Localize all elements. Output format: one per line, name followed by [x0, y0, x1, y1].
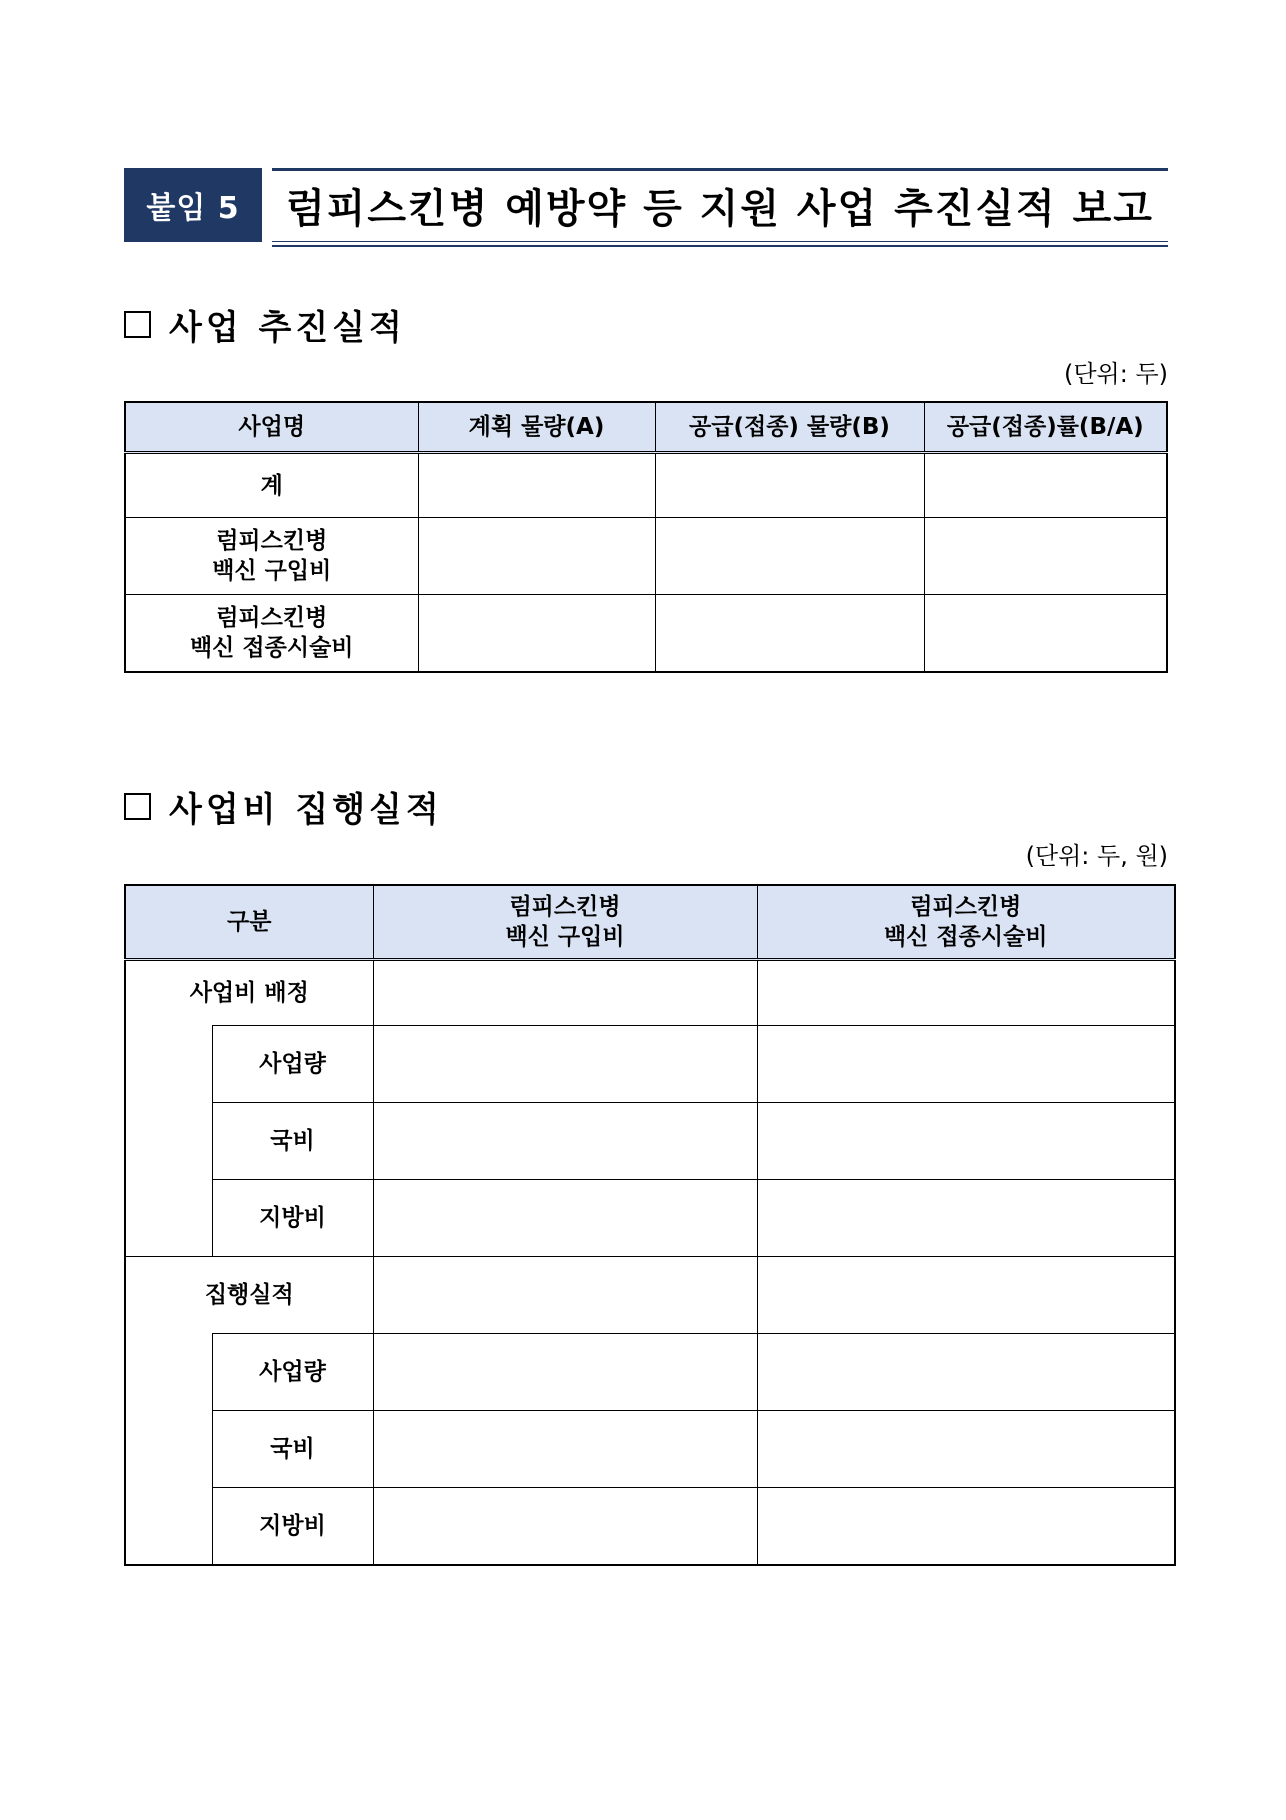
- table-row: [125, 518, 1167, 595]
- table-row: [125, 1334, 1175, 1411]
- table-row: [125, 1103, 1175, 1180]
- cell-empty[interactable]: [924, 595, 1167, 673]
- cell-empty[interactable]: [757, 1026, 1175, 1103]
- section1-heading-text: 사업 추진실적: [169, 308, 406, 348]
- table-row: [125, 960, 1175, 1026]
- group-label-budget-allocation: 사업비 배정: [125, 960, 373, 1026]
- indent-spacer: [125, 1026, 212, 1257]
- group-label-execution: 집행실적: [125, 1257, 373, 1334]
- cell-empty[interactable]: [373, 1334, 757, 1411]
- cell-empty[interactable]: [655, 518, 924, 595]
- cell-empty[interactable]: [757, 1103, 1175, 1180]
- indent-spacer: [125, 1334, 212, 1566]
- cell-empty[interactable]: [373, 1488, 757, 1566]
- table-row: [125, 1257, 1175, 1334]
- cell-empty[interactable]: [418, 453, 655, 518]
- cell-empty[interactable]: [418, 518, 655, 595]
- table-row: [125, 1411, 1175, 1488]
- table-row: [125, 595, 1167, 673]
- expenditure-table: [124, 884, 1176, 1566]
- row-label-quantity: 사업량: [212, 1026, 373, 1103]
- row-label-vaccine-purchase: 럼피스킨병 백신 구입비: [125, 518, 418, 595]
- cell-empty[interactable]: [655, 453, 924, 518]
- cell-empty[interactable]: [373, 1103, 757, 1180]
- cell-empty[interactable]: [757, 1257, 1175, 1334]
- col-header-vaccine-injection: 럼피스킨병 백신 접종시술비: [757, 885, 1175, 960]
- cell-empty[interactable]: [757, 1488, 1175, 1566]
- table-row: [125, 1488, 1175, 1566]
- table-row: [125, 1180, 1175, 1257]
- section1-unit: (단위: 두): [1064, 360, 1168, 388]
- cell-empty[interactable]: [924, 453, 1167, 518]
- cell-empty[interactable]: [924, 518, 1167, 595]
- row-label-national-fund: 국비: [212, 1103, 373, 1180]
- cell-empty[interactable]: [757, 1411, 1175, 1488]
- row-label-local-fund: 지방비: [212, 1180, 373, 1257]
- col-header-business-name: 사업명: [125, 402, 418, 453]
- table-row: [125, 1026, 1175, 1103]
- cell-empty[interactable]: [373, 1026, 757, 1103]
- row-label-national-fund: 국비: [212, 1411, 373, 1488]
- table-row: [125, 453, 1167, 518]
- cell-empty[interactable]: [373, 1411, 757, 1488]
- cell-empty[interactable]: [373, 1180, 757, 1257]
- section2-heading-text: 사업비 집행실적: [169, 790, 443, 830]
- cell-empty[interactable]: [418, 595, 655, 673]
- col-header-category: 구분: [125, 885, 373, 960]
- cell-empty[interactable]: [757, 960, 1175, 1026]
- col-header-vaccine-purchase: 럼피스킨병 백신 구입비: [373, 885, 757, 960]
- row-label-vaccine-injection: 럼피스킨병 백신 접종시술비: [125, 595, 418, 673]
- section2-heading: [124, 782, 443, 831]
- performance-table: [124, 401, 1168, 673]
- checkbox-icon: [124, 311, 151, 338]
- cell-empty[interactable]: [757, 1334, 1175, 1411]
- row-label-quantity: 사업량: [212, 1334, 373, 1411]
- row-label-total: 계: [125, 453, 418, 518]
- col-header-supplied-qty: 공급(접종) 물량(B): [655, 402, 924, 453]
- cell-empty[interactable]: [655, 595, 924, 673]
- cell-empty[interactable]: [757, 1180, 1175, 1257]
- col-header-supply-rate: 공급(접종)률(B/A): [924, 402, 1167, 453]
- section1-heading: [124, 300, 406, 349]
- title-banner: [124, 168, 1168, 242]
- checkbox-icon: [124, 793, 151, 820]
- cell-empty[interactable]: [373, 1257, 757, 1334]
- col-header-planned-qty: 계획 물량(A): [418, 402, 655, 453]
- attachment-badge: 붙임 5: [124, 168, 262, 242]
- cell-empty[interactable]: [373, 960, 757, 1026]
- document-title: 럼피스킨병 예방약 등 지원 사업 추진실적 보고: [286, 185, 1154, 232]
- section2-unit: (단위: 두, 원): [1025, 842, 1168, 870]
- row-label-local-fund: 지방비: [212, 1488, 373, 1566]
